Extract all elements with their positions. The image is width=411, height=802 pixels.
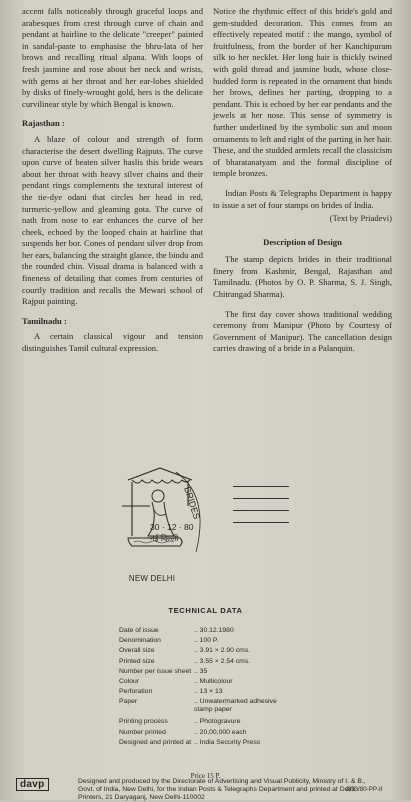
- technical-data-title: TECHNICAL DATA: [168, 606, 243, 615]
- tech-row: Colour .. Multicolour: [119, 677, 294, 687]
- tech-row: Number printed .. 20,00,000 each: [119, 728, 294, 738]
- rajasthan-paragraph: A blaze of colour and strength of form characterise the desert dwelling Rajputs. The curve upon curve of beaten silver haslis this bride wears about her throat with heavy silver chains and their pendant rings complements the textural interest of the tie-dye odani that circles her head in red, turmeric-yellow and gleaming gota. The curve of nath from nose to ear enhances the curve of her cheek, echoed by the looped chain at hairline that suspends her bor. Cones of pendant silver drop from her ears, balancing the straight glance, the bindu and the rounded chin. Visual drama is balanced with a fineness of detailing that comes from centuries of courtly tradition and recalls the Mewari school of Rajput painting.: [22, 133, 203, 307]
- posts-paragraph: Indian Posts & Telegraphs Department is happy to issue a set of four stamps on brides of India.: [213, 187, 392, 210]
- bengal-paragraph: accent falls noticeably through graceful loops and arabesques from crest through curve of chain and pendant at hairline to the delicate "creeper" painted in sandal-paste to emphasise the bhru-lata of her brows and recalling ritual alpana. With loops of fresh jasmine and rose about her neck and wrists, with gems at her throat and her ear-lobes shielded by disks of finely-wrought gold, hers is the delicate curvilinear style by which Bengal is known.: [22, 6, 203, 109]
- tech-row: Printed size .. 3.55 × 2.54 cms.: [119, 657, 294, 667]
- left-column: [22, 6, 203, 355]
- stamp-date: 30 · 12 · 80: [150, 522, 194, 532]
- tamilnadu-paragraph: A certain classical vigour and tension distinguishes Tamil cultural expression.: [22, 331, 203, 354]
- text-credit: (Text by Priadevi): [329, 213, 392, 224]
- right-column: [213, 6, 392, 355]
- cancellation-stamp-icon: [118, 466, 218, 566]
- design-paragraph: The stamp depicts brides in their traditional finery from Kashmir, Bengal, Rajasthan and Tamilnadu. (Photos by O. P. Sharma, S. J. Singh, Chitrangad Sharma).: [213, 254, 392, 300]
- technical-data-table: [119, 626, 294, 748]
- tamil-bride-paragraph: Notice the rhythmic effect of this bride's gold and gem-studded decoration. This comes from an effectively repeated motif : the mango, symbol of fruitfulness, from the border of her Kanchipuram silk to her necklet. Her long hair is thickly twined with gold thread and jasmine buds, whose close-hudded form is repeated in the ornament that binds her brows, defines her parting, dropping to a pendant. This is echoed by her ear pendants and the jewels at her nose. This sense of symmetry is further underlined by the symbolic sun and moon ornaments to left and right of the parting in her hair. These, and the studded armlets recall the classicism of bharatanatyam and the formal discipline of temple bronzes.: [213, 6, 392, 179]
- tech-row: Number per issue sheet .. 35: [119, 667, 294, 677]
- tech-row: Paper .. Unwatermarked adhesive stamp paper: [119, 698, 294, 714]
- tech-row: Overall size .. 3.91 × 2.90 cms.: [119, 646, 294, 656]
- tech-row: Date of issue .. 30.12.1980: [119, 626, 294, 636]
- tech-row: Printing process .. Photogravure: [119, 717, 294, 727]
- footer-credits: Designed and produced by the Directorate of Advertising and Visual Publicity, Ministry of I. & B., Govt. of India, New Delhi, for the Indian Posts & Telegraphs Department and printed at Delhi Printers, 21 Daryaganj, New Delhi-110002: [78, 778, 366, 801]
- stamp-hindi-city: नई दिल्ली: [150, 534, 179, 543]
- tech-row: Denomination .. 100 P.: [119, 636, 294, 646]
- footer-reference: 3/33/80-PP-II: [346, 786, 383, 793]
- tamilnadu-heading: Tamilnadu :: [22, 315, 67, 326]
- design-heading: Description of Design: [263, 236, 342, 247]
- price-text: Price 15 P.: [190, 772, 221, 780]
- first-day-cover-paragraph: The first day cover shows traditional wedding ceremony from Manipur (Photo by Courtesy of Government of Manipur). The cancellation design carries drawing of a bride in a Palanquin.: [213, 308, 392, 354]
- davp-logo: davp: [16, 778, 49, 791]
- tech-row: Perforation .. 13 × 13: [119, 687, 294, 697]
- rajasthan-heading: Rajasthan :: [22, 118, 65, 129]
- stamp-city: NEW DELHI: [128, 574, 176, 583]
- stamp-arc-text: BRIDES: [182, 485, 202, 521]
- tech-row: Designed and printed at .. India Security Press: [119, 738, 294, 748]
- cancellation-lines: [233, 486, 289, 534]
